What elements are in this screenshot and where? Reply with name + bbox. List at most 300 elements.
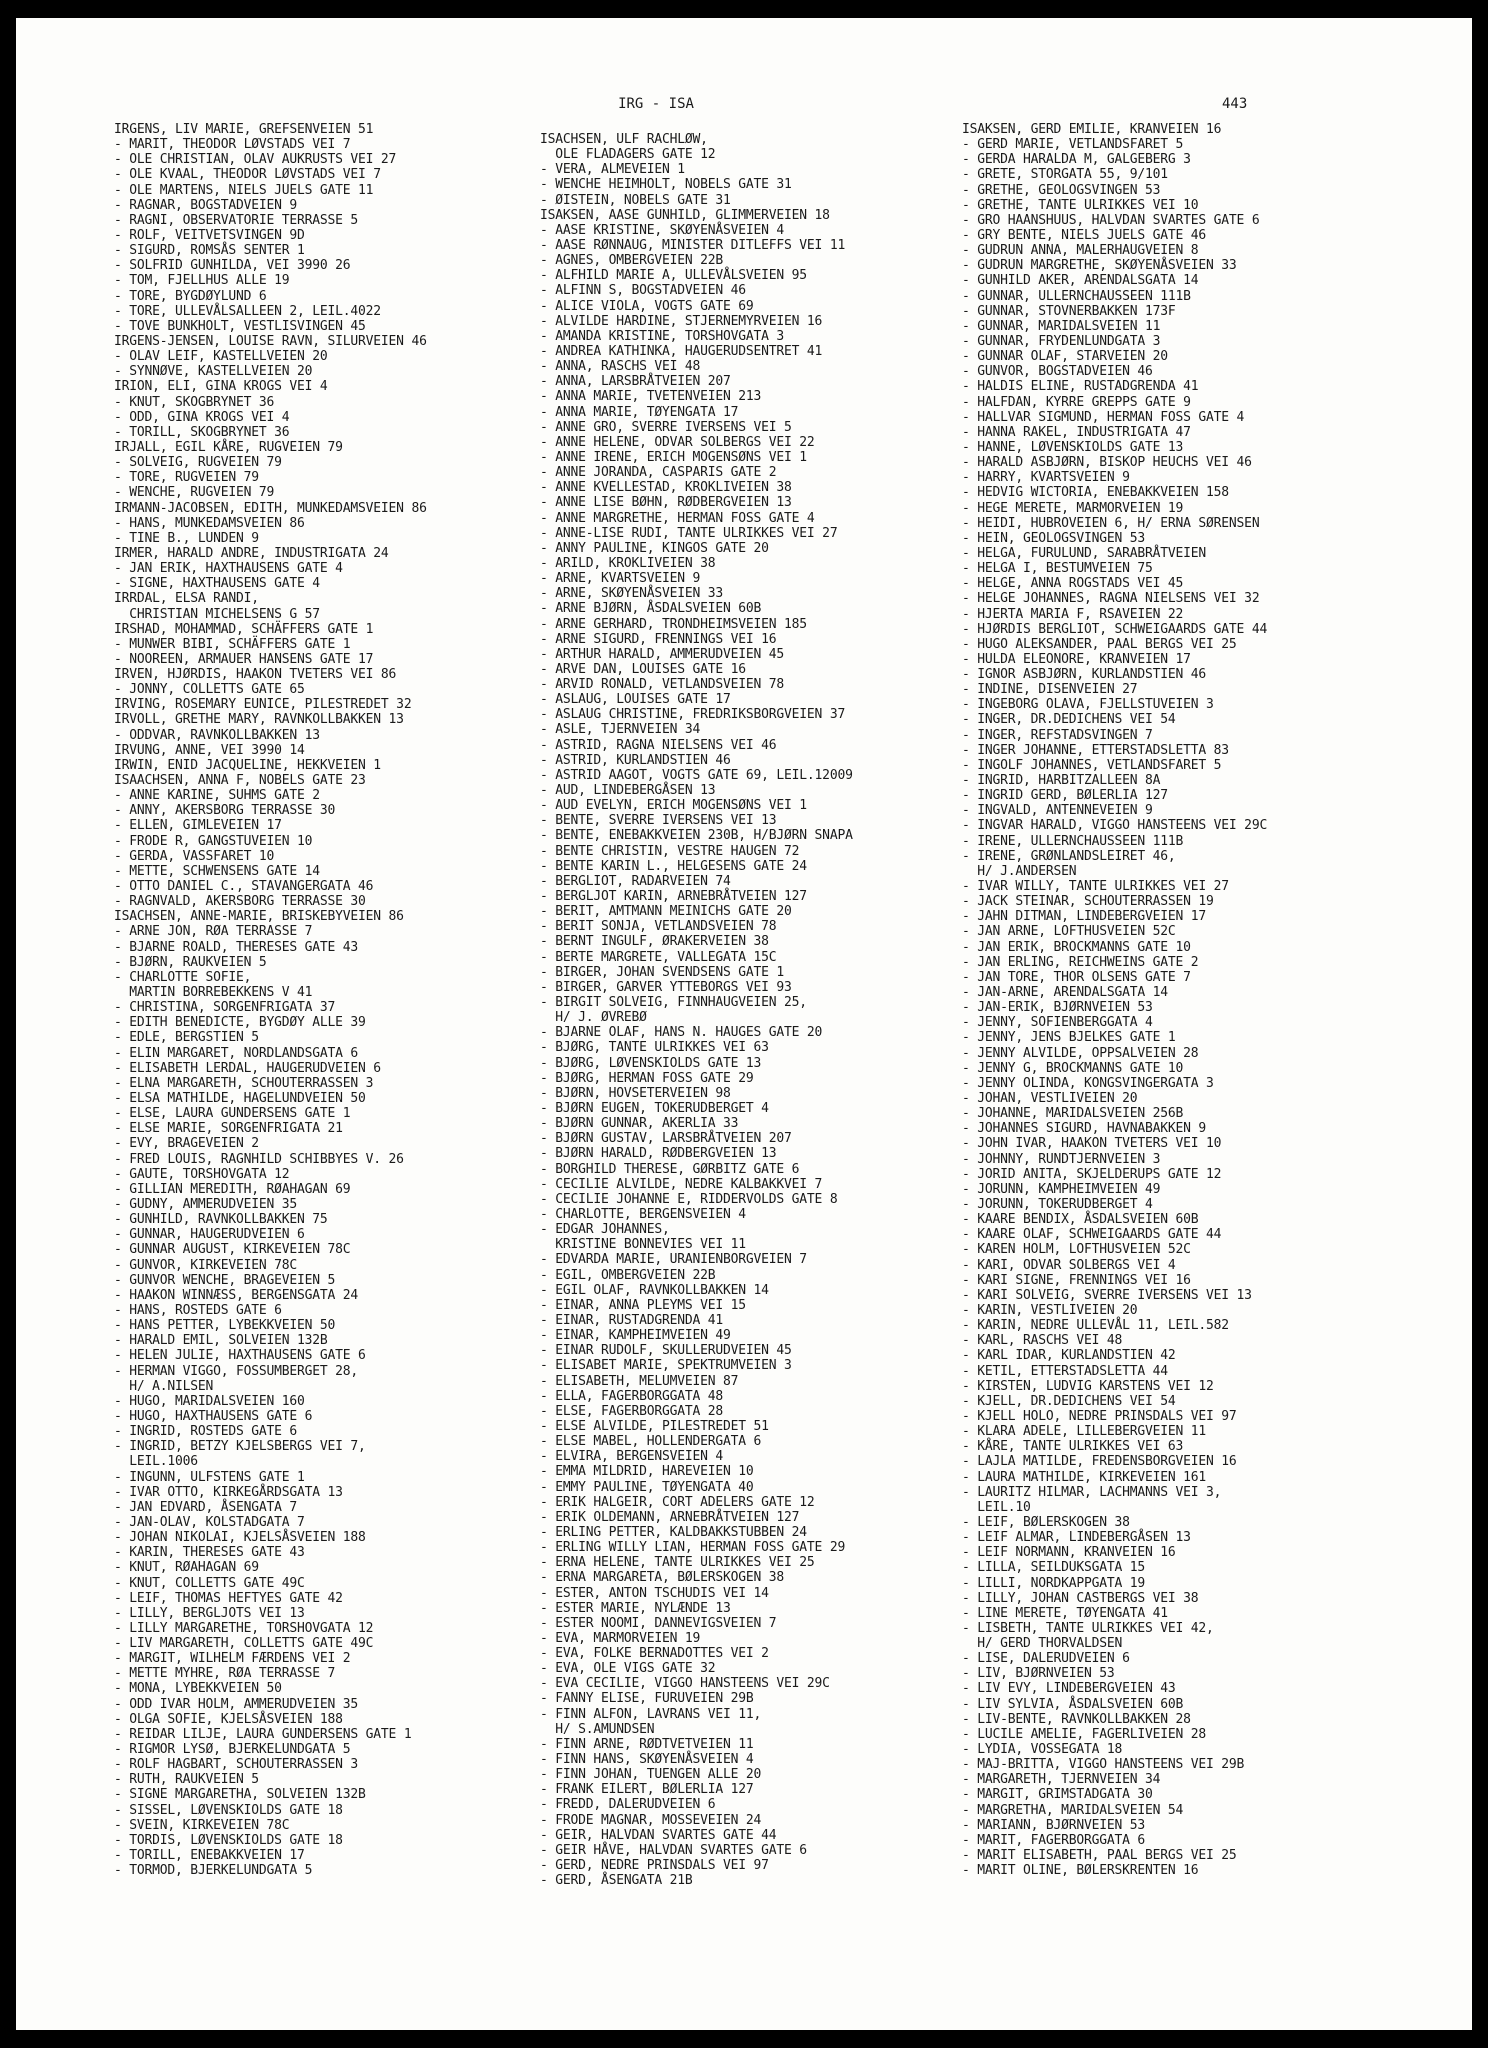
directory-entry: - ARTHUR HARALD, AMMERUDVEIEN 45 xyxy=(540,646,785,662)
directory-entry: - RIGMOR LYSØ, BJERKELUNDGATA 5 xyxy=(114,1742,351,1758)
page-number: 443 xyxy=(1222,96,1248,112)
directory-entry: LEIL.1006 xyxy=(114,1454,198,1470)
directory-entry: H/ J.ANDERSEN xyxy=(962,863,1077,879)
directory-entry: - LIV-BENTE, RAVNKOLLBAKKEN 28 xyxy=(962,1711,1191,1727)
directory-entry: - ANNE GRO, SVERRE IVERSENS VEI 5 xyxy=(540,419,792,435)
directory-entry: - JAN-ARNE, ARENDALSGATA 14 xyxy=(962,985,1168,1001)
directory-entry: - ARNE, SKØYENÅSVEIEN 33 xyxy=(540,586,724,602)
directory-entry: - GUNNAR, FRYDENLUNDGATA 3 xyxy=(962,333,1161,349)
directory-entry: - BORGHILD THERESE, GØRBITZ GATE 6 xyxy=(540,1161,800,1177)
directory-entry: - ERLING WILLY LIAN, HERMAN FOSS GATE 29 xyxy=(540,1540,846,1556)
directory-entry: - EGIL, OMBERGVEIEN 22B xyxy=(540,1267,716,1283)
directory-entry: - SOLVEIG, RUGVEIEN 79 xyxy=(114,455,282,471)
directory-entry: - OLAV LEIF, KASTELLVEIEN 20 xyxy=(114,349,328,365)
directory-entry: - BIRGER, GARVER YTTEBORGS VEI 93 xyxy=(540,979,792,995)
directory-entry: - JENNY G, BROCKMANNS GATE 10 xyxy=(962,1060,1184,1076)
directory-entry: - JOHAN, VESTLIVEIEN 20 xyxy=(962,1091,1138,1106)
directory-entry: - LINE MERETE, TØYENGATA 41 xyxy=(962,1605,1168,1621)
directory-entry: - JAN ARNE, LOFTHUSVEIEN 52C xyxy=(962,924,1176,940)
directory-entry: - ANNE KVELLESTAD, KROKLIVEIEN 38 xyxy=(540,480,792,496)
directory-entry: - SOLFRID GUNHILDA, VEI 3990 26 xyxy=(114,258,351,274)
directory-entry: - ELLA, FAGERBORGGATA 48 xyxy=(540,1388,724,1404)
directory-entry: - TINE B., LUNDEN 9 xyxy=(114,530,259,546)
directory-entry: - FINN JOHAN, TUENGEN ALLE 20 xyxy=(540,1767,762,1783)
directory-entry: - JONNY, COLLETTS GATE 65 xyxy=(114,682,305,698)
directory-entry: - KÅRE, TANTE ULRIKKES VEI 63 xyxy=(962,1439,1184,1455)
directory-entry: - ARVID RONALD, VETLANDSVEIEN 78 xyxy=(540,677,785,693)
directory-page xyxy=(16,18,1472,2030)
page-header xyxy=(16,96,1472,116)
directory-entry: - HALLVAR SIGMUND, HERMAN FOSS GATE 4 xyxy=(962,409,1245,425)
directory-entry: - BJØRN GUSTAV, LARSBRÅTVEIEN 207 xyxy=(540,1131,792,1147)
directory-entry: - ARVE DAN, LOUISES GATE 16 xyxy=(540,661,746,677)
directory-entry: ISACHSEN, ANNE-MARIE, BRISKEBYVEIEN 86 xyxy=(114,909,404,925)
directory-entry: - TORE, RUGVEIEN 79 xyxy=(114,470,259,486)
directory-entry: - KJELL HOLO, NEDRE PRINSDALS VEI 97 xyxy=(962,1408,1237,1424)
directory-entry: - SISSEL, LØVENSKIOLDS GATE 18 xyxy=(114,1802,343,1818)
directory-entry: - ROLF HAGBART, SCHOUTERRASSEN 3 xyxy=(114,1757,359,1773)
directory-entry: - HEIN, GEOLOGSVINGEN 53 xyxy=(962,530,1146,546)
directory-entry: - LYDIA, VOSSEGATA 18 xyxy=(962,1742,1123,1758)
directory-entry: - ANNE HELENE, ODVAR SOLBERGS VEI 22 xyxy=(540,434,815,450)
directory-entry: - ODDVAR, RAVNKOLLBAKKEN 13 xyxy=(114,727,320,743)
directory-entry: - HALFDAN, KYRRE GREPPS GATE 9 xyxy=(962,394,1191,410)
directory-entry: - GUNNAR AUGUST, KIRKEVEIEN 78C xyxy=(114,1242,351,1258)
directory-entry: - IRENE, ULLERNCHAUSSEEN 111B xyxy=(962,833,1184,849)
directory-entry: - MARIANN, BJØRNVEIEN 53 xyxy=(962,1817,1146,1833)
directory-entry: - INGEBORG OLAVA, FJELLSTUVEIEN 3 xyxy=(962,697,1214,713)
directory-entry: - TORMOD, BJERKELUNDGATA 5 xyxy=(114,1863,313,1879)
directory-entry: - MUNWER BIBI, SCHÄFFERS GATE 1 xyxy=(114,636,351,652)
directory-entry: - ALFHILD MARIE A, ULLEVÅLSVEIEN 95 xyxy=(540,268,807,284)
directory-entry: - ASTRID, KURLANDSTIEN 46 xyxy=(540,752,731,768)
directory-entry: - TORILL, SKOGBRYNET 36 xyxy=(114,424,290,440)
directory-entry: - BERTE MARGRETE, VALLEGATA 15C xyxy=(540,949,777,965)
directory-entry: - IVAR OTTO, KIRKEGÅRDSGATA 13 xyxy=(114,1484,343,1500)
directory-entry: CHRISTIAN MICHELSENS G 57 xyxy=(114,606,320,622)
directory-entry: - FRED LOUIS, RAGNHILD SCHIBBYES V. 26 xyxy=(114,1151,404,1167)
directory-entry: - ELSA MATHILDE, HAGELUNDVEIEN 50 xyxy=(114,1091,366,1106)
directory-entry: H/ J. ØVREBØ xyxy=(540,1010,647,1026)
directory-entry: - ESTER, ANTON TSCHUDIS VEI 14 xyxy=(540,1585,769,1601)
directory-entry: - FREDD, DALERUDVEIEN 6 xyxy=(540,1797,716,1813)
directory-entry: - CHRISTINA, SORGENFRIGATA 37 xyxy=(114,1000,336,1016)
directory-entry: - EDLE, BERGSTIEN 5 xyxy=(114,1030,259,1046)
directory-entry: - RAGNI, OBSERVATORIE TERRASSE 5 xyxy=(114,212,359,228)
directory-entry: - TOM, FJELLHUS ALLE 19 xyxy=(114,273,290,289)
directory-entry: - JAN EDVARD, ÅSENGATA 7 xyxy=(114,1499,298,1515)
directory-entry: - ANNA MARIE, TØYENGATA 17 xyxy=(540,404,739,420)
directory-entry: - TORILL, ENEBAKKVEIEN 17 xyxy=(114,1848,305,1864)
directory-entry: - BJØRN EUGEN, TOKERUDBERGET 4 xyxy=(540,1101,769,1116)
directory-entry: - GUNVOR WENCHE, BRAGEVEIEN 5 xyxy=(114,1272,336,1288)
directory-entry: - KARL, RASCHS VEI 48 xyxy=(962,1333,1123,1349)
directory-entry: - LISE, DALERUDVEIEN 6 xyxy=(962,1651,1130,1667)
directory-entry: - FINN ALFON, LAVRANS VEI 11, xyxy=(540,1706,762,1722)
directory-entry: - ASTRID AAGOT, VOGTS GATE 69, LEIL.12009 xyxy=(540,767,853,783)
directory-entry: - INGER, DR.DEDICHENS VEI 54 xyxy=(962,712,1176,728)
directory-entry: - GAUTE, TORSHOVGATA 12 xyxy=(114,1166,290,1182)
directory-entry: - MARIT, FAGERBORGGATA 6 xyxy=(962,1832,1146,1848)
directory-entry: - JAHN DITMAN, LINDEBERGVEIEN 17 xyxy=(962,909,1207,925)
directory-entry: - EVA, OLE VIGS GATE 32 xyxy=(540,1661,716,1677)
directory-entry: - ANNE IRENE, ERICH MOGENSØNS VEI 1 xyxy=(540,449,807,465)
directory-entry: - EDVARDA MARIE, URANIENBORGVEIEN 7 xyxy=(540,1252,807,1268)
directory-entry: - AGNES, OMBERGVEIEN 22B xyxy=(540,253,724,269)
directory-entry: - JOHANNES SIGURD, HAVNABAKKEN 9 xyxy=(962,1121,1207,1137)
directory-entry: - LILLA, SEILDUKSGATA 15 xyxy=(962,1560,1146,1576)
directory-entry: - KNUT, RØAHAGAN 69 xyxy=(114,1560,259,1576)
directory-entry: - GUDRUN MARGRETHE, SKØYENÅSVEIEN 33 xyxy=(962,258,1237,274)
directory-entry: - EINAR, KAMPHEIMVEIEN 49 xyxy=(540,1328,731,1344)
directory-entry: - INGVAR HARALD, VIGGO HANSTEENS VEI 29C xyxy=(962,818,1268,834)
directory-entry: - ELSE, FAGERBORGGATA 28 xyxy=(540,1403,724,1419)
directory-entry: - ELISABETH, MELUMVEIEN 87 xyxy=(540,1373,739,1389)
directory-entry: - ANNY PAULINE, KINGOS GATE 20 xyxy=(540,540,769,556)
directory-entry: - ARNE SIGURD, FRENNINGS VEI 16 xyxy=(540,631,777,647)
directory-entry: - ERIK HALGEIR, CORT ADELERS GATE 12 xyxy=(540,1494,815,1510)
directory-entry: - GUNVOR, KIRKEVEIEN 78C xyxy=(114,1257,298,1273)
directory-entry: - EVA, MARMORVEIEN 19 xyxy=(540,1630,701,1646)
directory-entry: ISAKSEN, AASE GUNHILD, GLIMMERVEIEN 18 xyxy=(540,207,830,223)
directory-entry: - OLGA SOFIE, KJELSÅSVEIEN 188 xyxy=(114,1711,343,1727)
directory-entry: - JOHANNE, MARIDALSVEIEN 256B xyxy=(962,1106,1184,1122)
directory-entry: - LIV, BJØRNVEIEN 53 xyxy=(962,1666,1115,1682)
directory-entry: - EDITH BENEDICTE, BYGDØY ALLE 39 xyxy=(114,1015,366,1031)
directory-entry: - JOHAN NIKOLAI, KJELSÅSVEIEN 188 xyxy=(114,1530,366,1546)
directory-entry: - BERGLJOT KARIN, ARNEBRÅTVEIEN 127 xyxy=(540,889,807,905)
directory-entry: - EVY, BRAGEVEIEN 2 xyxy=(114,1136,259,1152)
directory-entry: OLE FLADAGERS GATE 12 xyxy=(540,147,716,163)
directory-entry: - MONA, LYBEKKVEIEN 50 xyxy=(114,1681,282,1697)
directory-entry: - GRETHE, TANTE ULRIKKES VEI 10 xyxy=(962,197,1199,213)
directory-entry: - MARIT OLINE, BØLERSKRENTEN 16 xyxy=(962,1863,1199,1879)
directory-entry: - KARIN, NEDRE ULLEVÅL 11, LEIL.582 xyxy=(962,1318,1229,1334)
directory-entry: IRVUNG, ANNE, VEI 3990 14 xyxy=(114,742,305,758)
directory-entry: - MARGRETHA, MARIDALSVEIEN 54 xyxy=(962,1802,1184,1818)
directory-entry: - HEDVIG WICTORIA, ENEBAKKVEIEN 158 xyxy=(962,485,1229,501)
directory-entry: - RAGNAR, BOGSTADVEIEN 9 xyxy=(114,197,298,213)
directory-entry: - LIV MARGARETH, COLLETTS GATE 49C xyxy=(114,1636,374,1652)
directory-entry: - ROLF, VEITVETSVINGEN 9D xyxy=(114,227,305,243)
directory-entry: - JAN ERIK, BROCKMANNS GATE 10 xyxy=(962,939,1191,955)
directory-entry: IRMER, HARALD ANDRE, INDUSTRIGATA 24 xyxy=(114,545,389,561)
directory-entry: - BJØRN HARALD, RØDBERGVEIEN 13 xyxy=(540,1146,777,1162)
directory-entry: - ARILD, KROKLIVEIEN 38 xyxy=(540,555,716,571)
directory-entry: KRISTINE BONNEVIES VEI 11 xyxy=(540,1237,746,1253)
directory-entry: IRMANN-JACOBSEN, EDITH, MUNKEDAMSVEIEN 86 xyxy=(114,500,427,516)
directory-entry: - FINN HANS, SKØYENÅSVEIEN 4 xyxy=(540,1752,754,1768)
directory-entry: IRVOLL, GRETHE MARY, RAVNKOLLBAKKEN 13 xyxy=(114,712,404,728)
directory-entry: - KARIN, VESTLIVEIEN 20 xyxy=(962,1302,1138,1318)
directory-entry: - ANDREA KATHINKA, HAUGERUDSENTRET 41 xyxy=(540,343,823,359)
directory-entry: - EINAR RUDOLF, SKULLERUDVEIEN 45 xyxy=(540,1343,792,1359)
directory-entry: - ELVIRA, BERGENSVEIEN 4 xyxy=(540,1449,724,1465)
directory-entry: - CHARLOTTE SOFIE, xyxy=(114,969,252,985)
directory-entry: - BENTE KARIN L., HELGESENS GATE 24 xyxy=(540,858,807,874)
directory-entry: - JORUNN, KAMPHEIMVEIEN 49 xyxy=(962,1181,1161,1197)
directory-entry: - KARL IDAR, KURLANDSTIEN 42 xyxy=(962,1348,1176,1364)
directory-entry: - ANNA, RASCHS VEI 48 xyxy=(540,359,701,375)
directory-entry: - KARIN, THERESES GATE 43 xyxy=(114,1545,305,1561)
directory-entry: - HJERTA MARIA F, RSAVEIEN 22 xyxy=(962,606,1184,622)
directory-entry: - BENTE, ENEBAKKVEIEN 230B, H/BJØRN SNAPA xyxy=(540,828,853,844)
directory-entry: - HELEN JULIE, HAXTHAUSENS GATE 6 xyxy=(114,1348,366,1364)
directory-entry: - ASLAUG CHRISTINE, FREDRIKSBORGVEIEN 37 xyxy=(540,707,846,723)
directory-entry: - ALICE VIOLA, VOGTS GATE 69 xyxy=(540,298,754,314)
directory-entry: - GUDRUN ANNA, MALERHAUGVEIEN 8 xyxy=(962,243,1199,259)
directory-entry: - LAURITZ HILMAR, LACHMANNS VEI 3, xyxy=(962,1484,1222,1500)
directory-entry: - ARNE, KVARTSVEIEN 9 xyxy=(540,571,701,587)
directory-entry: - HELGA, FURULUND, SARABRÅTVEIEN xyxy=(962,545,1207,561)
directory-entry: - GERDA HARALDA M, GALGEBERG 3 xyxy=(962,152,1191,168)
directory-entry: - HERMAN VIGGO, FOSSUMBERGET 28, xyxy=(114,1363,359,1379)
directory-entry: - ODD, GINA KROGS VEI 4 xyxy=(114,409,290,425)
directory-entry: ISAKSEN, GERD EMILIE, KRANVEIEN 16 xyxy=(962,122,1222,137)
directory-entry: - GUNNAR, MARIDALSVEIEN 11 xyxy=(962,318,1161,334)
directory-entry: - LILLY, JOHAN CASTBERGS VEI 38 xyxy=(962,1590,1199,1606)
directory-entry: - ESTER NOOMI, DANNEVIGSVEIEN 7 xyxy=(540,1615,777,1631)
directory-entry: IRRDAL, ELSA RANDI, xyxy=(114,591,259,607)
directory-entry: - LEIF, THOMAS HEFTYES GATE 42 xyxy=(114,1590,343,1606)
column-2 xyxy=(540,132,964,1888)
column-1 xyxy=(114,122,532,1878)
directory-entry: - HELGE, ANNA ROGSTADS VEI 45 xyxy=(962,576,1184,592)
directory-entry: LEIL.10 xyxy=(962,1499,1031,1515)
directory-entry: - EGIL OLAF, RAVNKOLLBAKKEN 14 xyxy=(540,1282,769,1298)
directory-entry: - ANNE JORANDA, CASPARIS GATE 2 xyxy=(540,465,777,481)
directory-entry: - ELISABET MARIE, SPEKTRUMVEIEN 3 xyxy=(540,1358,792,1374)
directory-entry: - HUGO, MARIDALSVEIEN 160 xyxy=(114,1393,305,1409)
directory-entry: - KARI SOLVEIG, SVERRE IVERSENS VEI 13 xyxy=(962,1287,1252,1303)
directory-entry: - GRO HAANSHUUS, HALVDAN SVARTES GATE 6 xyxy=(962,212,1260,228)
directory-entry: - OLE KVAAL, THEODOR LØVSTADS VEI 7 xyxy=(114,167,381,183)
directory-entry: - KAARE BENDIX, ÅSDALSVEIEN 60B xyxy=(962,1212,1199,1228)
directory-entry: - HJØRDIS BERGLIOT, SCHWEIGAARDS GATE 44 xyxy=(962,621,1268,637)
directory-entry: - HEIDI, HUBROVEIEN 6, H/ ERNA SØRENSEN xyxy=(962,515,1260,531)
directory-entry: IRGENS, LIV MARIE, GREFSENVEIEN 51 xyxy=(114,122,374,137)
directory-entry: - INGER JOHANNE, ETTERSTADSLETTA 83 xyxy=(962,742,1229,758)
directory-entry: - EINAR, ANNA PLEYMS VEI 15 xyxy=(540,1297,746,1313)
directory-entry: - RAGNVALD, AKERSBORG TERRASSE 30 xyxy=(114,894,366,910)
directory-entry: - ANNA, LARSBRÅTVEIEN 207 xyxy=(540,374,731,390)
directory-entry: - HARALD EMIL, SOLVEIEN 132B xyxy=(114,1333,328,1349)
directory-entry: - AASE KRISTINE, SKØYENÅSVEIEN 4 xyxy=(540,222,785,238)
directory-entry: H/ GERD THORVALDSEN xyxy=(962,1636,1123,1652)
directory-entry: - BJARNE ROALD, THERESES GATE 43 xyxy=(114,939,359,955)
directory-entry: - ELSE ALVILDE, PILESTREDET 51 xyxy=(540,1418,769,1434)
directory-entry: - EDGAR JOHANNES, xyxy=(540,1222,670,1238)
directory-entry: - JAN-ERIK, BJØRNVEIEN 53 xyxy=(962,1000,1153,1016)
directory-entry: - ELISABETH LERDAL, HAUGERUDVEIEN 6 xyxy=(114,1060,381,1076)
directory-entry: - ANNE KARINE, SUHMS GATE 2 xyxy=(114,788,320,804)
directory-entry: - MARGARETH, TJERNVEIEN 34 xyxy=(962,1772,1161,1788)
directory-entry: - LEIF ALMAR, LINDEBERGÅSEN 13 xyxy=(962,1530,1191,1546)
directory-entry: - LAJLA MATILDE, FREDENSBORGVEIEN 16 xyxy=(962,1454,1237,1470)
directory-entry: - BENTE CHRISTIN, VESTRE HAUGEN 72 xyxy=(540,843,800,859)
directory-entry: - AASE RØNNAUG, MINISTER DITLEFFS VEI 11 xyxy=(540,237,846,253)
directory-entry: - JOHN IVAR, HAAKON TVETERS VEI 10 xyxy=(962,1136,1222,1152)
directory-entry: - CHARLOTTE, BERGENSVEIEN 4 xyxy=(540,1206,746,1222)
directory-entry: IRVING, ROSEMARY EUNICE, PILESTREDET 32 xyxy=(114,697,412,713)
directory-entry: - MARIT, THEODOR LØVSTADS VEI 7 xyxy=(114,137,351,153)
directory-entry: - RUTH, RAUKVEIEN 5 xyxy=(114,1772,259,1788)
directory-entry: - GRETHE, GEOLOGSVINGEN 53 xyxy=(962,182,1161,198)
directory-entry: - MARIT ELISABETH, PAAL BERGS VEI 25 xyxy=(962,1848,1237,1864)
directory-entry: - ELSE MARIE, SORGENFRIGATA 21 xyxy=(114,1121,343,1137)
directory-entry: - HEGE MERETE, MARMORVEIEN 19 xyxy=(962,500,1184,516)
directory-entry: - FRANK EILERT, BØLERLIA 127 xyxy=(540,1782,754,1798)
directory-entry: - AMANDA KRISTINE, TORSHOVGATA 3 xyxy=(540,328,785,344)
directory-entry: - ELNA MARGARETH, SCHOUTERRASSEN 3 xyxy=(114,1075,374,1091)
directory-entry: - FRODE R, GANGSTUVEIEN 10 xyxy=(114,833,313,849)
directory-entry: - GERD, ÅSENGATA 21B xyxy=(540,1873,693,1889)
directory-entry: - INGRID, BETZY KJELSBERGS VEI 7, xyxy=(114,1439,366,1455)
directory-entry: - AUD, LINDEBERGÅSEN 13 xyxy=(540,783,716,799)
directory-entry: - LISBETH, TANTE ULRIKKES VEI 42, xyxy=(962,1620,1214,1636)
directory-entry: - CECILIE JOHANNE E, RIDDERVOLDS GATE 8 xyxy=(540,1191,838,1207)
directory-entry: - KLARA ADELE, LILLEBERGVEIEN 11 xyxy=(962,1424,1207,1440)
directory-entry: - ALFINN S, BOGSTADVEIEN 46 xyxy=(540,283,746,299)
directory-entry: IRJALL, EGIL KÅRE, RUGVEIEN 79 xyxy=(114,439,343,455)
directory-entry: - INGVALD, ANTENNEVEIEN 9 xyxy=(962,803,1153,819)
directory-entry: - EVA, FOLKE BERNADOTTES VEI 2 xyxy=(540,1646,769,1662)
directory-entry: - JAN ERLING, REICHWEINS GATE 2 xyxy=(962,954,1199,970)
directory-entry: - JENNY, JENS BJELKES GATE 1 xyxy=(962,1030,1176,1046)
directory-entry: - LIV EVY, LINDEBERGVEIEN 43 xyxy=(962,1681,1176,1697)
directory-entry: - METTE MYHRE, RØA TERRASSE 7 xyxy=(114,1666,336,1682)
directory-entry: - SYNNØVE, KASTELLVEIEN 20 xyxy=(114,364,313,380)
directory-entry: ISAACHSEN, ANNA F, NOBELS GATE 23 xyxy=(114,773,366,789)
directory-entry: - JORID ANITA, SKJELDERUPS GATE 12 xyxy=(962,1166,1222,1182)
directory-entry: - GUNNAR, STOVNERBAKKEN 173F xyxy=(962,303,1176,319)
directory-entry: - BJARNE OLAF, HANS N. HAUGES GATE 20 xyxy=(540,1025,823,1041)
directory-entry: - INGRID, HARBITZALLEEN 8A xyxy=(962,773,1161,789)
directory-entry: - BJØRN, HOVSETERVEIEN 98 xyxy=(540,1085,731,1101)
directory-entry: - CECILIE ALVILDE, NEDRE KALBAKKVEI 7 xyxy=(540,1176,823,1192)
directory-entry: - ERIK OLDEMANN, ARNEBRÅTVEIEN 127 xyxy=(540,1509,800,1525)
directory-entry: - KARI SIGNE, FRENNINGS VEI 16 xyxy=(962,1272,1191,1288)
directory-entry: - BJØRN GUNNAR, AKERLIA 33 xyxy=(540,1116,739,1132)
directory-entry: - JAN TORE, THOR OLSENS GATE 7 xyxy=(962,969,1191,985)
directory-entry: - HALDIS ELINE, RUSTADGRENDA 41 xyxy=(962,379,1199,395)
directory-entry: - GERD MARIE, VETLANDSFARET 5 xyxy=(962,137,1184,153)
directory-entry: - KIRSTEN, LUDVIG KARSTENS VEI 12 xyxy=(962,1378,1214,1394)
directory-entry: IRVEN, HJØRDIS, HAAKON TVETERS VEI 86 xyxy=(114,667,397,683)
directory-entry: - LILLI, NORDKAPPGATA 19 xyxy=(962,1575,1146,1591)
directory-entry: - GERDA, VASSFARET 10 xyxy=(114,848,275,864)
directory-entry: - OTTO DANIEL C., STAVANGERGATA 46 xyxy=(114,879,374,895)
directory-entry: - BERNT INGULF, ØRAKERVEIEN 38 xyxy=(540,934,769,950)
directory-entry: - SIGNE, HAXTHAUSENS GATE 4 xyxy=(114,576,320,592)
directory-entry: IRION, ELI, GINA KROGS VEI 4 xyxy=(114,379,328,395)
directory-entry: - HELGA I, BESTUMVEIEN 75 xyxy=(962,561,1153,577)
directory-entry: - FANNY ELISE, FURUVEIEN 29B xyxy=(540,1691,754,1707)
directory-entry: - HANS, MUNKEDAMSVEIEN 86 xyxy=(114,515,305,531)
directory-entry: - GUNNAR OLAF, STARVEIEN 20 xyxy=(962,349,1168,365)
directory-entry: - ARNE JON, RØA TERRASSE 7 xyxy=(114,924,313,940)
directory-entry: - HUGO, HAXTHAUSENS GATE 6 xyxy=(114,1408,313,1424)
directory-entry: - GRY BENTE, NIELS JUELS GATE 46 xyxy=(962,227,1207,243)
directory-entry: - INGOLF JOHANNES, VETLANDSFARET 5 xyxy=(962,757,1222,773)
directory-entry: - KAARE OLAF, SCHWEIGAARDS GATE 44 xyxy=(962,1227,1222,1243)
directory-entry: - LILLY MARGARETHE, TORSHOVGATA 12 xyxy=(114,1620,374,1636)
directory-entry: - ERLING PETTER, KALDBAKKSTUBBEN 24 xyxy=(540,1524,807,1540)
directory-entry: - ASLE, TJERNVEIEN 34 xyxy=(540,722,701,738)
directory-entry: - BJØRG, LØVENSKIOLDS GATE 13 xyxy=(540,1055,762,1071)
directory-entry: - ASTRID, RAGNA NIELSENS VEI 46 xyxy=(540,737,777,753)
directory-entry: - ELLEN, GIMLEVEIEN 17 xyxy=(114,818,282,834)
directory-entry: - ARNE GERHARD, TRONDHEIMSVEIEN 185 xyxy=(540,616,807,632)
directory-entry: - EMMY PAULINE, TØYENGATA 40 xyxy=(540,1479,754,1495)
directory-entry: - SIGURD, ROMSÅS SENTER 1 xyxy=(114,243,305,259)
directory-entry: - SVEIN, KIRKEVEIEN 78C xyxy=(114,1817,290,1833)
directory-entry: - ANNA MARIE, TVETENVEIEN 213 xyxy=(540,389,762,405)
column-3 xyxy=(962,122,1392,1878)
directory-entry: - ERNA HELENE, TANTE ULRIKKES VEI 25 xyxy=(540,1555,815,1571)
directory-entry: - IGNOR ASBJØRN, KURLANDSTIEN 46 xyxy=(962,667,1207,683)
directory-entry: - BERIT, AMTMANN MEINICHS GATE 20 xyxy=(540,904,792,920)
directory-entry: IRGENS-JENSEN, LOUISE RAVN, SILURVEIEN 46 xyxy=(114,333,427,349)
directory-entry: MARTIN BORREBEKKENS V 41 xyxy=(114,985,313,1001)
directory-entry: - GUNHILD, RAVNKOLLBAKKEN 75 xyxy=(114,1212,328,1228)
directory-entry: - HELGE JOHANNES, RAGNA NIELSENS VEI 32 xyxy=(962,591,1260,607)
directory-entry: - ASLAUG, LOUISES GATE 17 xyxy=(540,692,731,708)
directory-entry: - ANNE-LISE RUDI, TANTE ULRIKKES VEI 27 xyxy=(540,525,838,541)
directory-entry: - JAN-OLAV, KOLSTADGATA 7 xyxy=(114,1514,305,1530)
directory-entry: - INGRID, ROSTEDS GATE 6 xyxy=(114,1424,298,1440)
directory-entry: - HARRY, KVARTSVEIEN 9 xyxy=(962,470,1130,486)
directory-entry: - ELSE, LAURA GUNDERSENS GATE 1 xyxy=(114,1106,351,1122)
directory-entry: - TORE, ULLEVÅLSALLEEN 2, LEIL.4022 xyxy=(114,303,381,319)
directory-entry: - ODD IVAR HOLM, AMMERUDVEIEN 35 xyxy=(114,1696,359,1712)
directory-entry: - GUDNY, AMMERUDVEIEN 35 xyxy=(114,1196,298,1212)
directory-entry: H/ A.NILSEN xyxy=(114,1378,214,1394)
directory-entry: - INGUNN, ULFSTENS GATE 1 xyxy=(114,1469,305,1485)
directory-entry: - HANS, ROSTEDS GATE 6 xyxy=(114,1302,282,1318)
directory-entry: - GILLIAN MEREDITH, RØAHAGAN 69 xyxy=(114,1181,351,1197)
directory-entry: - GUNNAR, HAUGERUDVEIEN 6 xyxy=(114,1227,305,1243)
directory-entry: - GUNHILD AKER, ARENDALSGATA 14 xyxy=(962,273,1199,289)
header-range: IRG - ISA xyxy=(618,96,694,112)
directory-entry: - SIGNE MARGARETHA, SOLVEIEN 132B xyxy=(114,1787,366,1803)
directory-entry: - EVA CECILIE, VIGGO HANSTEENS VEI 29C xyxy=(540,1676,830,1692)
directory-entry: - BJØRG, HERMAN FOSS GATE 29 xyxy=(540,1070,754,1086)
directory-entry: - GUNNAR, ULLERNCHAUSSEEN 111B xyxy=(962,288,1191,304)
directory-entry: - VERA, ALMEVEIEN 1 xyxy=(540,162,685,178)
directory-entry: - GERD, NEDRE PRINSDALS VEI 97 xyxy=(540,1858,769,1874)
directory-entry: - HANNA RAKEL, INDUSTRIGATA 47 xyxy=(962,424,1191,440)
directory-entry: - ALVILDE HARDINE, STJERNEMYRVEIEN 16 xyxy=(540,313,823,329)
directory-entry: IRSHAD, MOHAMMAD, SCHÄFFERS GATE 1 xyxy=(114,621,374,637)
directory-entry: - ERNA MARGARETA, BØLERSKOGEN 38 xyxy=(540,1570,785,1586)
directory-entry: - OLE CHRISTIAN, OLAV AUKRUSTS VEI 27 xyxy=(114,152,397,168)
directory-entry: - JENNY, SOFIENBERGGATA 4 xyxy=(962,1015,1153,1031)
directory-entry: - TORE, BYGDØYLUND 6 xyxy=(114,288,267,304)
directory-entry: - FINN ARNE, RØDTVETVEIEN 11 xyxy=(540,1736,754,1752)
directory-entry: - TORDIS, LØVENSKIOLDS GATE 18 xyxy=(114,1832,343,1848)
directory-entry: - KAREN HOLM, LOFTHUSVEIEN 52C xyxy=(962,1242,1191,1258)
directory-entry: - ESTER MARIE, NYLÆNDE 13 xyxy=(540,1600,731,1616)
directory-entry: - LEIF NORMANN, KRANVEIEN 16 xyxy=(962,1545,1176,1561)
directory-entry: - LEIF, BØLERSKOGEN 38 xyxy=(962,1514,1130,1530)
directory-entry: - IVAR WILLY, TANTE ULRIKKES VEI 27 xyxy=(962,879,1229,895)
directory-entry: - BERGLIOT, RADARVEIEN 74 xyxy=(540,873,731,889)
directory-entry: - ANNE LISE BØHN, RØDBERGVEIEN 13 xyxy=(540,495,792,511)
directory-entry: - ELSE MABEL, HOLLENDERGATA 6 xyxy=(540,1434,762,1450)
directory-entry: - HANNE, LØVENSKIOLDS GATE 13 xyxy=(962,439,1184,455)
directory-entry: - ANNE MARGRETHE, HERMAN FOSS GATE 4 xyxy=(540,510,815,526)
